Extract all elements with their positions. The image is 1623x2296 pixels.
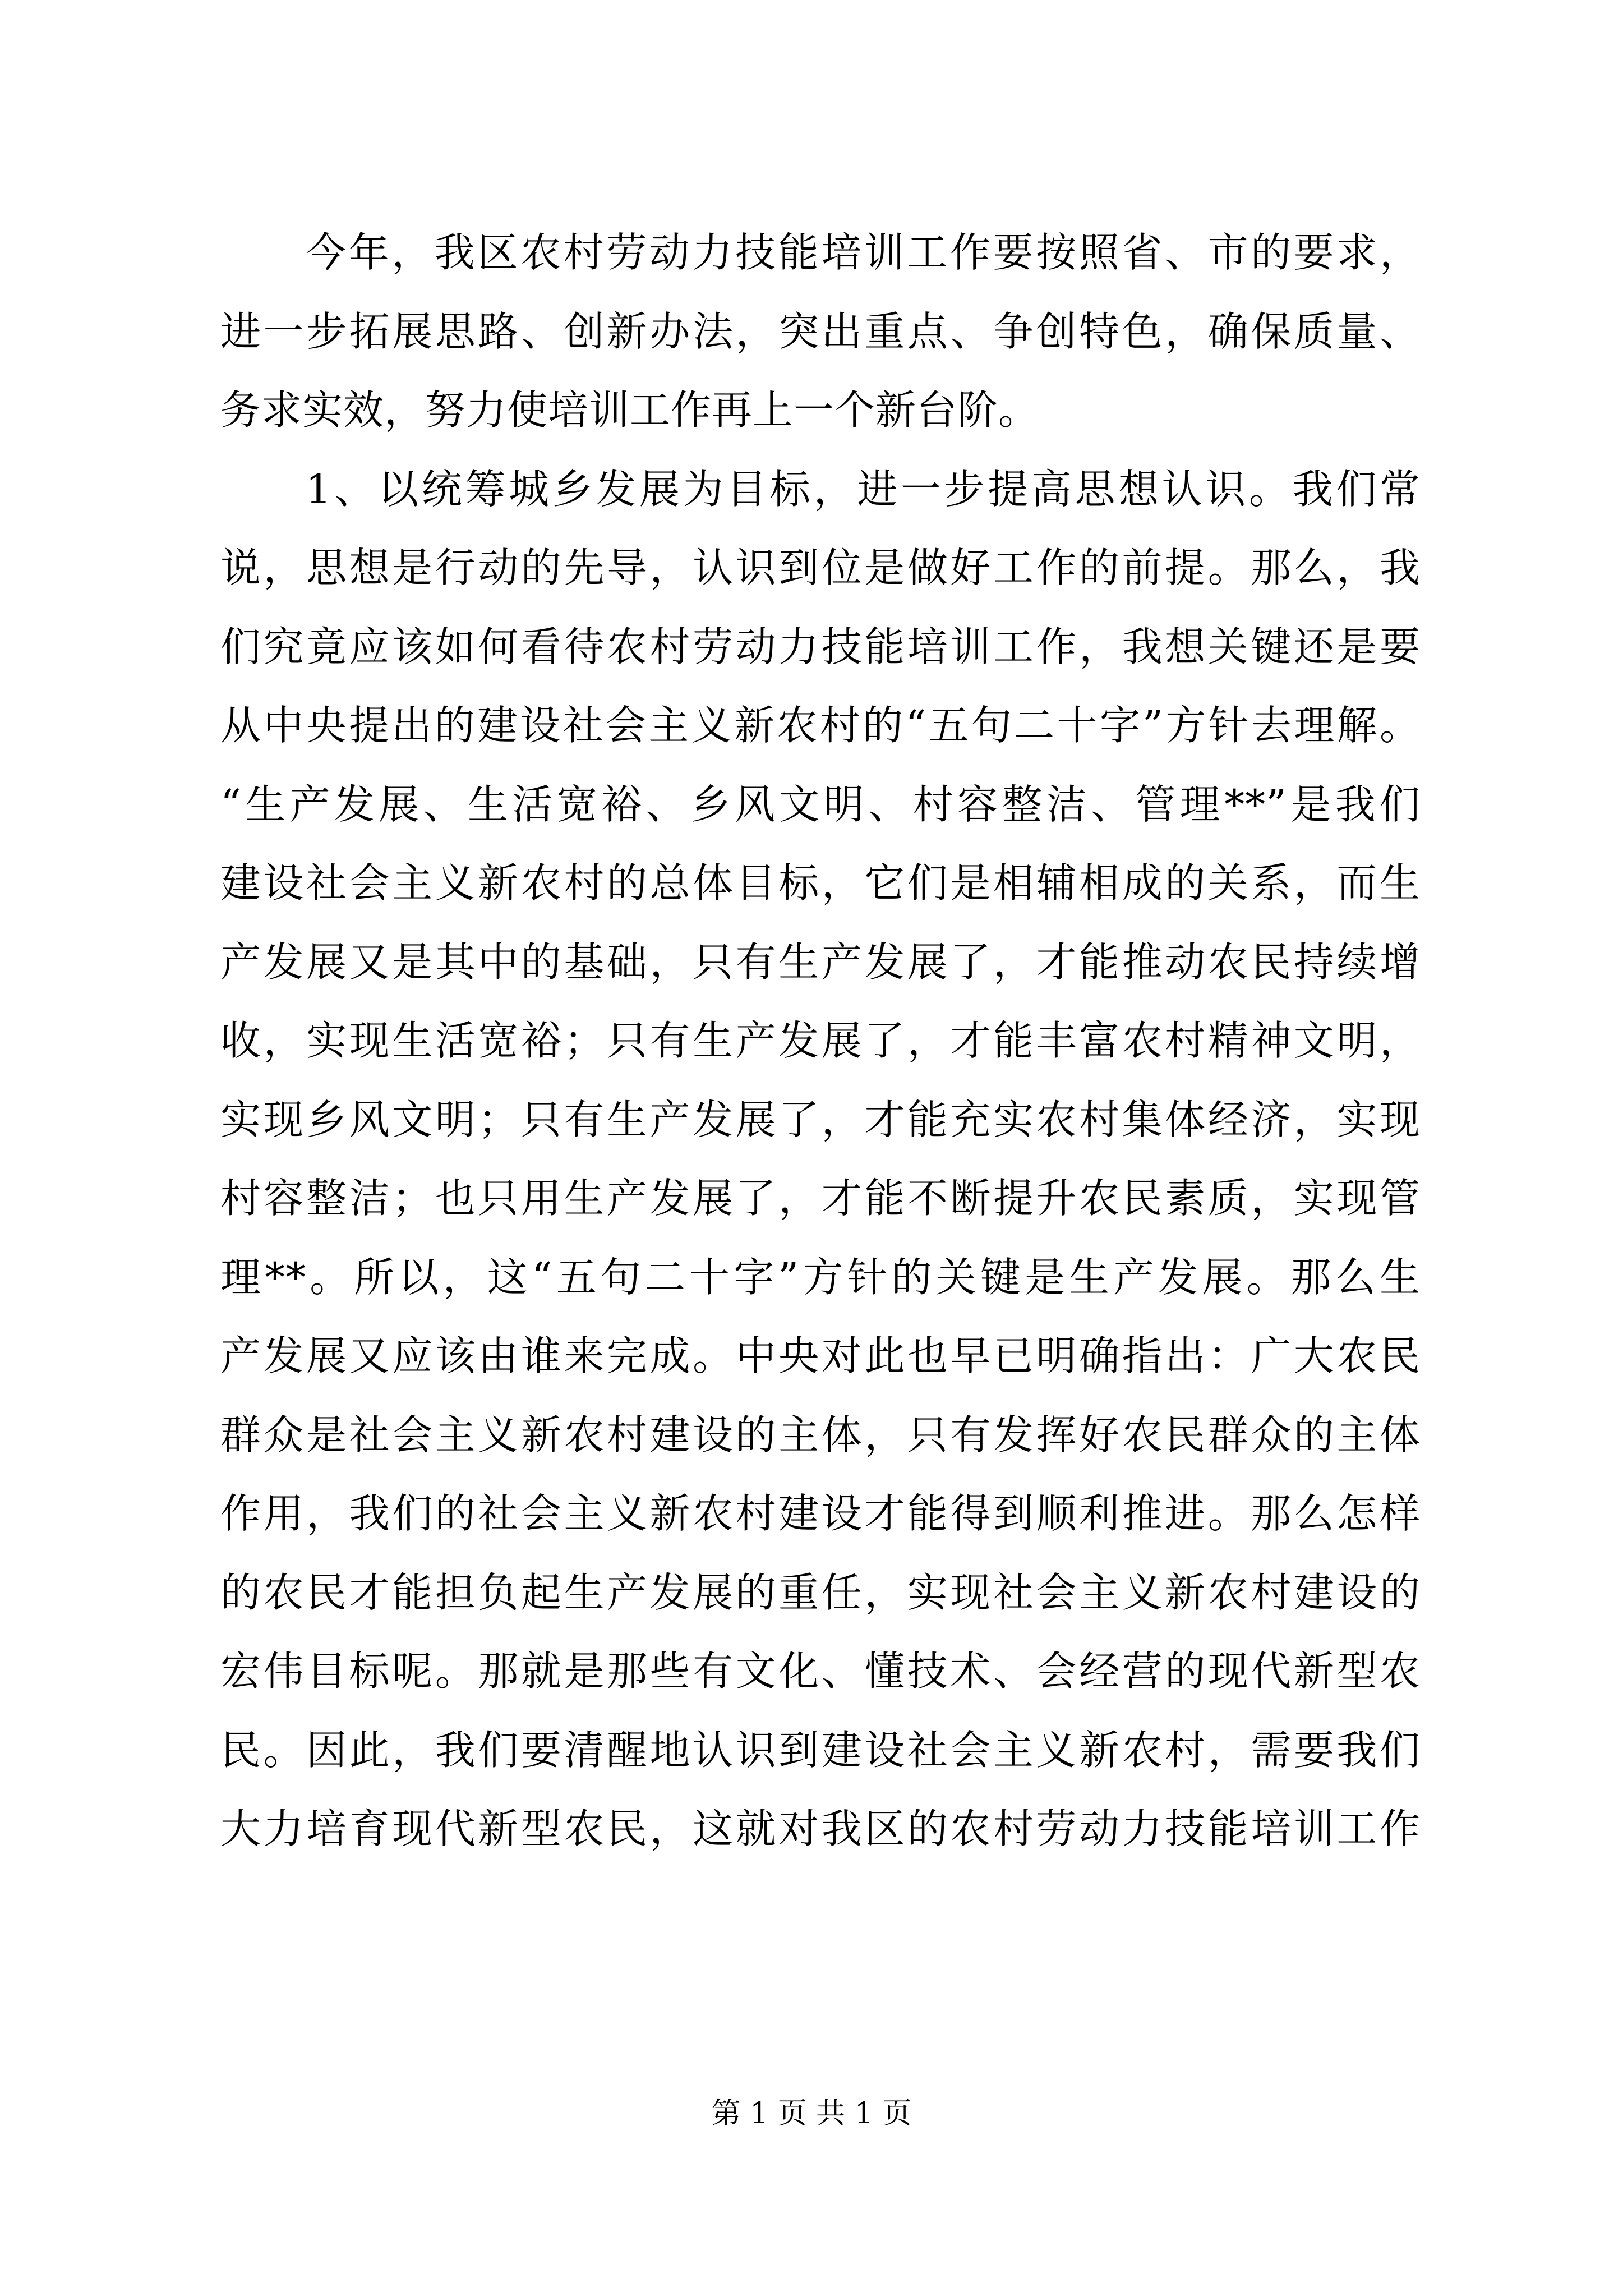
text-line: 民。因此，我们要清醒地认识到建设社会主义新农村，需要我们 <box>220 1726 1421 1774</box>
text-line: 实现乡风文明；只有生产发展了，才能充实农村集体经济，实现 <box>220 1096 1421 1143</box>
text-line: 大力培育现代新型农民，这就对我区的农村劳动力技能培训工作 <box>220 1805 1421 1852</box>
text-line: 村容整洁；也只用生产发展了，才能不断提升农民素质，实现管 <box>220 1175 1421 1222</box>
text-line: 产发展又应该由谁来完成。中央对此也早已明确指出：广大农民 <box>220 1332 1421 1379</box>
text-line: 作用，我们的社会主义新农村建设才能得到顺利推进。那么怎样 <box>220 1490 1421 1537</box>
text-line: 收，实现生活宽裕；只有生产发展了，才能丰富农村精神文明， <box>220 1017 1421 1064</box>
body-text <box>220 213 1421 1869</box>
text-line: 说，思想是行动的先导，认识到位是做好工作的前提。那么，我 <box>220 544 1421 591</box>
text-line: 务求实效，努力使培训工作再上一个新台阶。 <box>220 386 1040 434</box>
text-line: 产发展又是其中的基础，只有生产发展了，才能推动农民持续增 <box>220 938 1421 986</box>
text-line: 的农民才能担负起生产发展的重任，实现社会主义新农村建设的 <box>220 1568 1421 1616</box>
text-line: 从中央提出的建设社会主义新农村的“五句二十字”方针去理解。 <box>220 702 1421 749</box>
text-line: 今年，我区农村劳动力技能培训工作要按照省、市的要求， <box>306 229 1421 276</box>
text-line: 们究竟应该如何看待农村劳动力技能培训工作，我想关键还是要 <box>220 623 1421 670</box>
text-line: “生产发展、生活宽裕、乡风文明、村容整洁、管理**”是我们 <box>220 780 1421 828</box>
text-line: 进一步拓展思路、创新办法，突出重点、争创特色，确保质量、 <box>220 307 1421 355</box>
text-line: 1、以统筹城乡发展为目标，进一步提高思想认识。我们常 <box>306 465 1421 513</box>
text-line: 建设社会主义新农村的总体目标，它们是相辅相成的关系，而生 <box>220 859 1421 907</box>
text-line: 理**。所以，这“五句二十字”方针的关键是生产发展。那么生 <box>220 1253 1421 1301</box>
page-footer: 第 1 页 共 1 页 <box>711 2097 912 2131</box>
text-line: 宏伟目标呢。那就是那些有文化、懂技术、会经营的现代新型农 <box>220 1648 1421 1695</box>
text-line: 群众是社会主义新农村建设的主体，只有发挥好农民群众的主体 <box>220 1411 1421 1458</box>
